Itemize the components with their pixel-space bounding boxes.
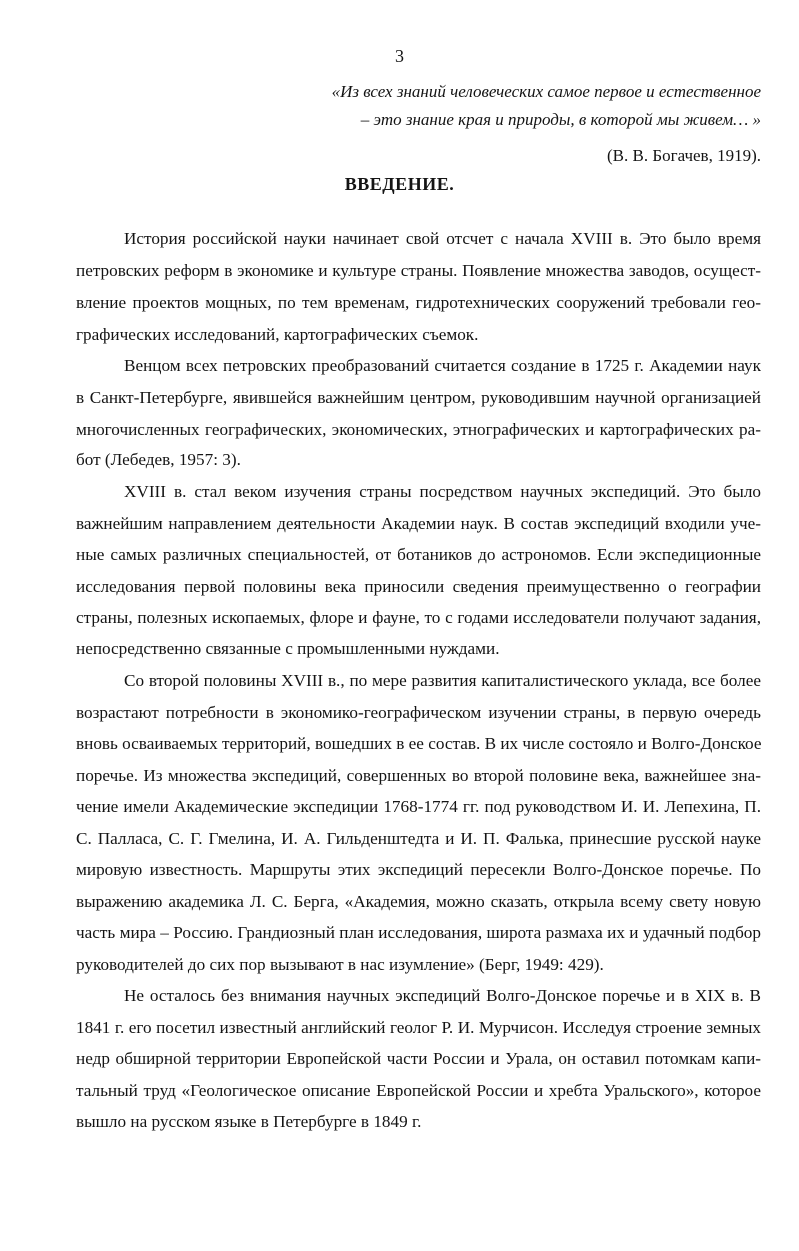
text-line: выражению академика Л. С. Берга, «Академия, можно сказать, открыла всему свету новую: [76, 892, 761, 911]
text-line: часть мира – Россию. Грандиозный план исследования, широта размаха их и удачный подбор: [76, 923, 761, 942]
text-line: чение имели Академические экспедиции 1768-1774 гг. под руководством И. И. Лепехина, П.: [76, 797, 761, 816]
text-line: Венцом всех петровских преобразований считается создание в 1725 г. Академии наук: [124, 356, 761, 375]
text-line: возрастают потребности в экономико-географическом изучении страны, в первую очередь: [76, 703, 761, 722]
text-line: исследования первой половины века приносили сведения преимущественно о географии: [76, 577, 761, 596]
text-line: страны, полезных ископаемых, флоре и фауне, то с годами исследователи получают задания,: [76, 608, 761, 627]
text-line: мировую известность. Маршруты этих экспедиций пересекли Волго-Донское поречье. По: [76, 860, 761, 879]
text-line: бот (Лебедев, 1957: 3).: [76, 450, 241, 469]
text-line: С. Палласа, С. Г. Гмелина, И. А. Гильденштедта и И. П. Фалька, принесшие русской науке: [76, 829, 761, 848]
text-line: в Санкт-Петербурге, явившейся важнейшим центром, руководившим научной организацией: [76, 388, 761, 407]
text-line: История российской науки начинает свой отсчет с начала XVIII в. Это было время: [124, 229, 761, 248]
section-heading: ВВЕДЕНИЕ.: [344, 174, 455, 194]
epigraph-attribution: (В. В. Богачев, 1919).: [607, 146, 761, 165]
text-line: тальный труд «Геологическое описание Европейской России и хребта Уральского», которое: [76, 1081, 761, 1100]
text-line: важнейшим направлением деятельности Академии наук. В состав экспедиций входили уче-: [76, 514, 761, 533]
epigraph-line: «Из всех знаний человеческих самое первое и естественное: [331, 82, 761, 101]
text-line: руководителей до сих пор вызывают в нас изумление» (Берг, 1949: 429).: [76, 955, 604, 974]
text-line: многочисленных географических, экономических, этнографических и картографических ра-: [76, 420, 761, 439]
text-line: вышло на русском языке в Петербурге в 1849 г.: [76, 1112, 422, 1131]
text-line: вление проектов мощных, по тем временам, гидротехнических сооружений требовали гео-: [76, 293, 761, 312]
text-line: непосредственно связанные с промышленными нуждами.: [76, 639, 500, 658]
text-line: 1841 г. его посетил известный английский геолог Р. И. Мурчисон. Исследуя строение земных: [76, 1018, 761, 1037]
epigraph-line: – это знание края и природы, в которой мы живем… »: [360, 110, 761, 129]
text-line: ные самых различных специальностей, от ботаников до астрономов. Если экспедиционные: [76, 545, 761, 564]
text-line: XVIII в. стал веком изучения страны посредством научных экспедиций. Это было: [124, 482, 761, 501]
text-line: Не осталось без внимания научных экспедиций Волго-Донское поречье и в XIX в. В: [124, 986, 761, 1005]
text-line: графических исследований, картографических съемок.: [76, 325, 479, 344]
text-line: вновь осваиваемых территорий, вошедших в ее состав. В их числе состояло и Волго-Донское: [76, 734, 762, 753]
text-line: недр обширной территории Европейской части России и Урала, он оставил потомкам капи-: [76, 1049, 761, 1068]
text-line: Со второй половины XVIII в., по мере развития капиталистического уклада, все более: [124, 671, 761, 690]
page-number: 3: [395, 46, 404, 66]
text-line: поречье. Из множества экспедиций, совершенных во второй половине века, важнейшее зна-: [76, 766, 761, 785]
epigraph: [141, 78, 761, 134]
text-line: петровских реформ в экономике и культуре страны. Появление множества заводов, осущест-: [76, 261, 761, 280]
